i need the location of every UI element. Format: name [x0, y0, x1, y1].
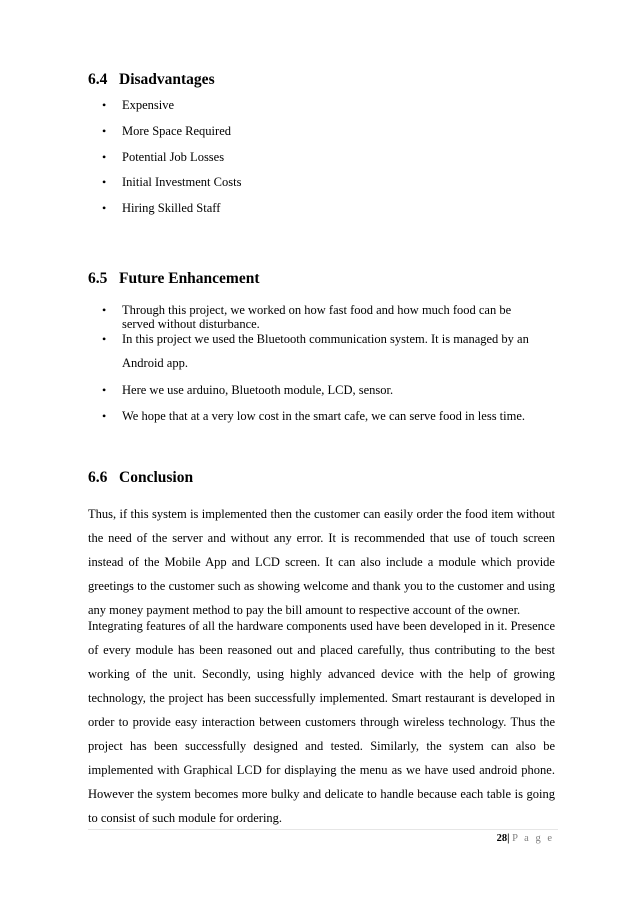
section-title: Disadvantages	[119, 71, 215, 88]
page-number: 28	[496, 833, 508, 844]
list-item: • Through this project, we worked on how fast food and how much food can be served without disturbance.	[102, 303, 512, 331]
section-title: Future Enhancement	[119, 270, 260, 287]
bullet-icon: •	[102, 409, 107, 423]
bullet-icon: •	[102, 149, 107, 164]
section-number: 6.6	[88, 469, 108, 486]
footer-divider	[88, 829, 558, 830]
bullet-icon: •	[102, 98, 107, 112]
bullet-icon: •	[102, 201, 107, 215]
list-item: • In this project we used the Bluetooth communication system. It is managed by an Android app.	[100, 327, 570, 375]
section-heading-future-enhancement	[88, 270, 260, 288]
section-number: 6.4	[88, 71, 108, 88]
page-footer	[497, 833, 554, 844]
list-item: • More Space Required	[102, 123, 231, 138]
conclusion-paragraph-2: Integrating features of all the hardware components used have been developed in it. Presence of every module has been reasoned out and placed carefully, thus contributing to the best working of the unit. Secondly, using highly advanced device with the help of growing technology, the project has been successfully implemented. Smart restaurant is developed in order to provide easy interaction between customers through wireless technology. Thus the project has been successfully designed and tested. Similarly, the system can also be implemented with Graphical LCD for displaying the menu as we have used android phone. However the system becomes more bulky and delicate to handle because each table is going to consist of such module for ordering.	[88, 619, 555, 825]
bullet-icon: •	[102, 383, 107, 397]
bullet-icon: •	[102, 123, 107, 138]
section-heading-disadvantages	[88, 71, 215, 89]
conclusion-paragraph-1: Thus, if this system is implemented then the customer can easily order the food item without the need of the server and without any error. It is recommended that use of touch screen instead of the Mobile App and LCD screen. It can also include a module which provide greetings to the customer such as showing welcome and thank you to the customer and using any money payment method to pay the bill amount to respective account of the owner.	[88, 507, 555, 617]
disadvantages-list	[100, 98, 570, 227]
list-item: • We hope that at a very low cost in the smart cafe, we can serve food in less time.	[100, 404, 570, 428]
bullet-icon: •	[102, 175, 107, 190]
footer-separator: |	[507, 833, 510, 844]
list-item: • Potential Job Losses	[102, 149, 225, 164]
list-item: • Initial Investment Costs	[102, 175, 242, 190]
bullet-icon: •	[102, 332, 107, 346]
section-heading-conclusion	[88, 469, 193, 487]
section-title: Conclusion	[119, 469, 194, 486]
list-item: • Hiring Skilled Staff	[102, 201, 221, 215]
future-enhancement-list	[100, 303, 570, 428]
list-item: • Here we use arduino, Bluetooth module, LCD, sensor.	[100, 378, 570, 402]
page-label: P a g e	[512, 833, 554, 844]
section-number: 6.5	[88, 270, 108, 287]
bullet-icon: •	[102, 303, 107, 317]
list-item: • Expensive	[102, 98, 175, 112]
